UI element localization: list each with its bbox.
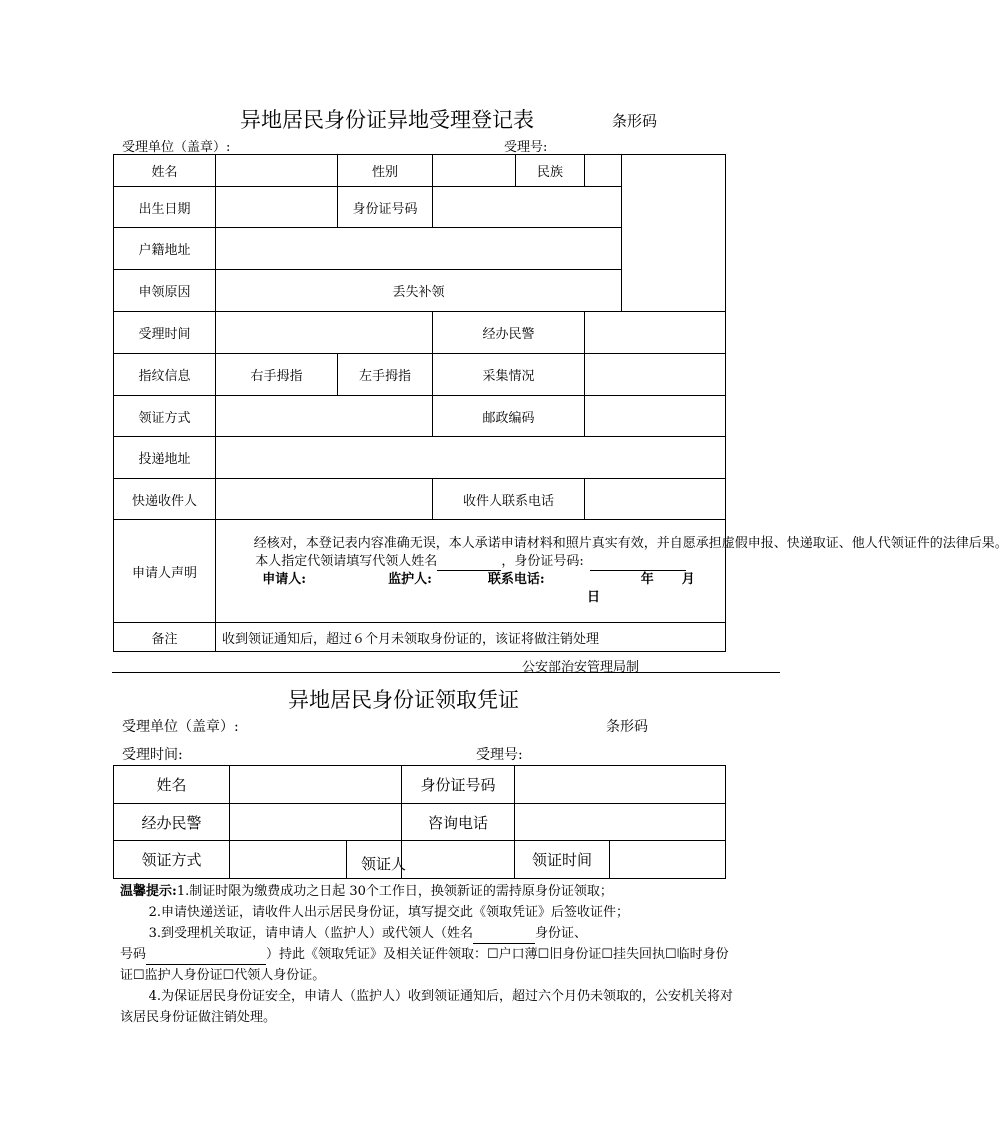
proxy-name-label: 本人指定代领请填写代领人姓名 [255,554,438,569]
receipt-officer-field[interactable] [230,804,402,841]
receipt-name-label: 姓名 [114,766,230,804]
receipt-id-label: 身份证号码 [402,766,515,804]
declaration-line2 [220,553,721,571]
reason-label: 申领原因 [114,270,216,312]
receive-method-field[interactable] [216,396,433,437]
form2-unit-label: 受理单位（盖章）: [122,719,239,735]
consult-phone-field[interactable] [515,804,726,841]
photo-box [622,155,726,312]
day-line [220,589,721,607]
gender-label: 性别 [338,155,433,187]
left-thumb-label: 左手拇指 [338,354,433,396]
form2-title: 异地居民身份证领取凭证 [288,688,519,712]
footer-org: 公安部治安管理局制 [522,660,640,675]
form2-barcode-label: 条形码 [606,719,648,735]
id-number-label: 身份证号码 [338,187,433,228]
receipt-method-label: 领证方式 [114,841,230,879]
officer-field[interactable] [585,312,726,354]
reason-value: 丢失补领 [216,270,622,312]
receipt-table [113,765,726,879]
applicant-label: 申请人: [262,572,307,587]
form2-accept-no-label: 受理号: [476,747,523,763]
tips-section [120,881,740,1028]
remark-label: 备注 [114,623,216,652]
declaration-text [216,520,1008,623]
year-label: 年 [640,572,654,587]
receive-method-label: 领证方式 [114,396,216,437]
declaration-line1: 经核对，本登记表内容准确无误，本人承诺申请材料和照片真实有效，并自愿承担虚假申报、快递取证、他人代领证件的法律后果。 [253,536,1008,551]
proxy-id-field[interactable] [590,556,686,571]
form2-accept-time-label: 受理时间: [122,747,183,763]
receipt-name-field[interactable] [230,766,402,804]
delivery-address-label: 投递地址 [114,437,216,479]
collection-label: 采集情况 [433,354,585,396]
receive-time-label: 领证时间 [515,841,610,879]
receipt-method-field[interactable] [230,841,347,879]
tip-3 [120,923,740,944]
tip-4: 4.为保证居民身份证安全，申请人（监护人）收到领证通知后，超过六个月仍未领取的，公安机关将对该居民身份证做注销处理。 [120,989,733,1025]
receiver-label: 领证人 [361,855,407,873]
ethnicity-label: 民族 [516,155,585,187]
form1-title: 异地居民身份证异地受理登记表 [240,108,534,132]
officer-label: 经办民警 [433,312,585,354]
tips-heading: 温馨提示: [120,884,177,899]
recipient-phone-label: 收件人联系电话 [433,479,585,520]
contact-phone-label: 联系电话: [487,572,545,587]
registration-table [113,154,1008,652]
id-number-field[interactable] [433,187,622,228]
fingerprint-label: 指纹信息 [114,354,216,396]
birth-date-label: 出生日期 [114,187,216,228]
receiver-field[interactable] [402,841,515,879]
postcode-label: 邮政编码 [433,396,585,437]
declaration-label: 申请人声明 [114,520,216,623]
tip-3-c: 号码 [120,947,147,962]
collection-field[interactable] [585,354,726,396]
proxy-name-field[interactable] [437,556,501,571]
birth-date-field[interactable] [216,187,338,228]
tip-3-d: ）持此《领取凭证》及相关证件领取：☐户口薄☐旧身份证☐挂失回执☐临时身份证☐监护人身份证☐代领人身份证。 [120,947,729,983]
form1-accept-no-label: 受理号: [504,140,548,155]
tip-3-id-field[interactable] [146,950,266,965]
consult-phone-label: 咨询电话 [402,804,515,841]
name-field[interactable] [216,155,338,187]
courier-recipient-label: 快递收件人 [114,479,216,520]
remark-value: 收到领证通知后，超过６个月未领取身份证的，该证将做注销处理 [216,623,726,652]
tip-1 [120,881,740,902]
delivery-address-field[interactable] [216,437,726,479]
postcode-field[interactable] [585,396,726,437]
courier-recipient-field[interactable] [216,479,433,520]
form1-barcode-label: 条形码 [612,112,658,130]
divider-line [112,672,780,673]
accept-time-label: 受理时间 [114,312,216,354]
name-label: 姓名 [114,155,216,187]
recipient-phone-field[interactable] [585,479,726,520]
ethnicity-field[interactable] [585,155,622,187]
guardian-label: 监护人: [388,572,432,587]
tip-3-b: 身份证、 [535,926,588,941]
month-label: 月 [681,572,695,587]
receipt-officer-label: 经办民警 [114,804,230,841]
declaration-signatures [220,571,721,589]
tip-3-name-field[interactable] [473,929,535,944]
form1-unit-label: 受理单位（盖章）: [122,140,231,155]
household-address-label: 户籍地址 [114,228,216,270]
tip-2: 2.申请快递送证，请收件人出示居民身份证，填写提交此《领取凭证》后签收证件； [148,905,629,920]
right-thumb-label: 右手拇指 [216,354,338,396]
receive-time-field[interactable] [610,841,726,879]
day-label: 日 [586,590,600,605]
gender-field[interactable] [433,155,516,187]
tip-3-cont [120,944,740,986]
tip-3-a: 3.到受理机关取证，请申请人（监护人）或代领人（姓名 [148,926,473,941]
proxy-id-label: ，身份证号码: [501,554,584,569]
tip-1-text: 1.制证时限为缴费成功之日起 30个工作日，换领新证的需持原身份证领取； [176,884,613,899]
household-address-field[interactable] [216,228,622,270]
receipt-id-field[interactable] [515,766,726,804]
accept-time-field[interactable] [216,312,433,354]
